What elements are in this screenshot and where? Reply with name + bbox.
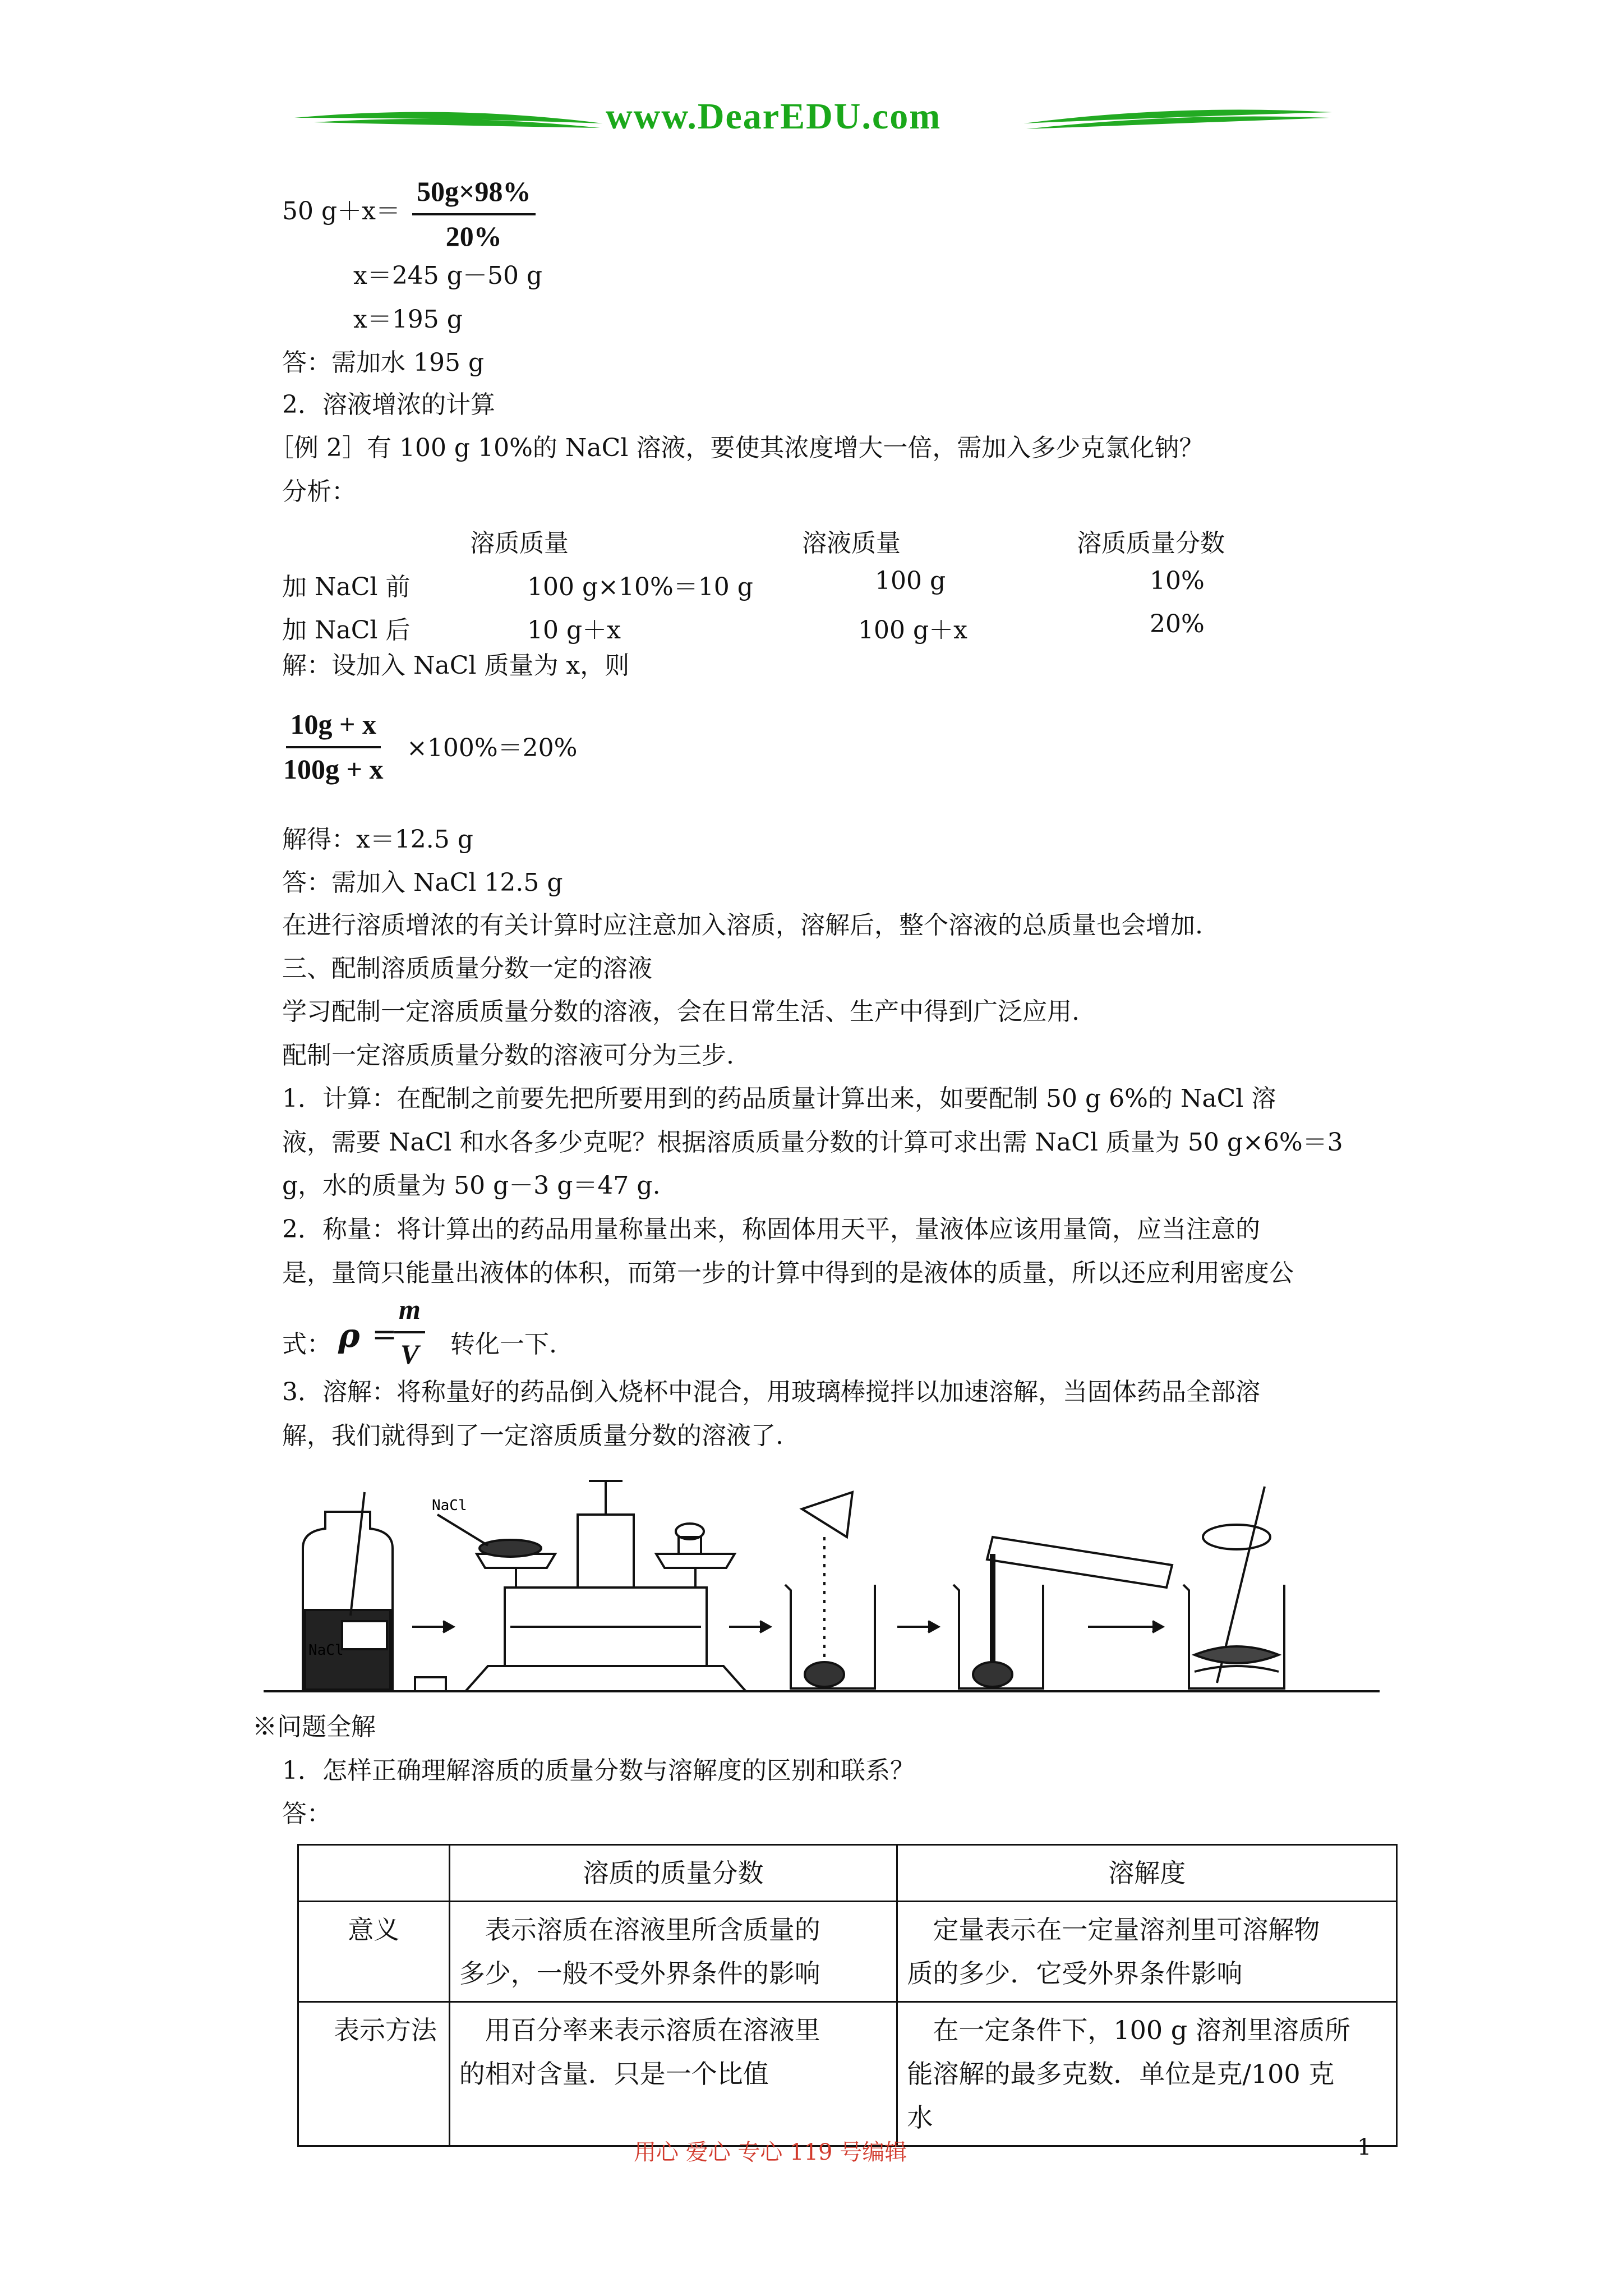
cell-meaning-fraction — [449, 1902, 897, 2002]
preparation-steps-figure — [264, 1470, 1385, 1728]
comparison-table — [297, 1844, 1398, 2147]
nacl-bottle — [303, 1492, 393, 1691]
formula-rho: ρ — [338, 1317, 360, 1355]
analysis-row-before-fraction: 10% — [1150, 567, 1205, 595]
beaker-2 — [953, 1537, 1172, 1688]
analysis-row-after-solution: 100 g＋x — [858, 616, 967, 645]
formula-fraction — [394, 1293, 425, 1370]
cell-line: 多少，一般不受外界条件的影响 — [459, 1958, 820, 1989]
nacl-pointer-label: NaCl — [432, 1497, 467, 1514]
table-header-solubility: 溶解度 — [897, 1845, 1397, 1902]
step2-line-1: 2．称量：将计算出的药品用量称量出来，称固体用天平，量液体应该用量筒，应当注意的 — [282, 1215, 1260, 1244]
analysis-header-solute: 溶质质量 — [470, 529, 569, 558]
cell-meaning-solubility — [897, 1902, 1397, 2002]
footer-text: 用心 爱心 专心 119 号编辑 — [634, 2139, 907, 2165]
formula-suffix: 转化一下. — [450, 1330, 557, 1359]
step3-line-1: 3．溶解：将称量好的药品倒入烧杯中混合，用玻璃棒搅拌以加速溶解，当固体药品全部溶 — [282, 1378, 1260, 1406]
analysis-row-after-label: 加 NaCl 后 — [282, 616, 411, 645]
cell-line: 用百分率来表示溶质在溶液里 — [485, 2015, 820, 2045]
cell-method-solubility — [897, 2002, 1397, 2146]
header-swoosh-right — [1021, 101, 1335, 140]
answer-2: 答：需加入 NaCl 12.5 g — [282, 868, 563, 897]
beaker-3 — [1183, 1487, 1284, 1688]
step1-line-2: 液，需要 NaCl 和水各多少克呢？根据溶质质量分数的计算可求出需 NaCl 质量为 50 g×6%＝3 — [282, 1128, 1343, 1157]
eq1-numerator: 50g×98% — [412, 175, 536, 215]
calc-step-1: x＝245 g－50 g — [353, 261, 543, 290]
calc-step-2: x＝195 g — [353, 305, 463, 334]
analysis-row-before-solute: 100 g×10%＝10 g — [527, 573, 753, 601]
cell-line: 在一定条件下，100 g 溶剂里溶质所 — [933, 2015, 1350, 2045]
eq2-numerator: 10g + x — [286, 708, 381, 748]
paragraph-1: 学习配制一定溶质质量分数的溶液，会在日常生活、生产中得到广泛应用. — [282, 997, 1080, 1026]
analysis-row-after-fraction: 20% — [1150, 610, 1205, 638]
qa-title: ※问题全解 — [252, 1713, 376, 1741]
analysis-row-before-label: 加 NaCl 前 — [282, 573, 411, 601]
eq2-denominator: 100g + x — [283, 753, 384, 785]
answer-1: 答：需加水 195 g — [282, 348, 485, 377]
table-row — [298, 2002, 1397, 2146]
example-2: ［例 2］有 100 g 10%的 NaCl 溶液，要使其浓度增大一倍，需加入多少克氯化钠？ — [269, 434, 1204, 462]
site-logo: www.DearEDU.com — [606, 96, 942, 137]
analysis-label: 分析： — [282, 477, 356, 506]
row-label-method: 表示方法 — [298, 2002, 450, 2146]
table-header-row — [298, 1845, 1397, 1902]
eq2-fraction — [283, 708, 384, 785]
formula-equals: = — [372, 1317, 398, 1352]
row-label-meaning: 意义 — [298, 1902, 450, 2002]
solved-value: 解得：x＝12.5 g — [282, 825, 473, 854]
formula-v: V — [400, 1338, 419, 1370]
table-row — [298, 1902, 1397, 2002]
cell-line: 的相对含量．只是一个比值 — [459, 2059, 769, 2089]
analysis-header-fraction: 溶质质量分数 — [1077, 529, 1225, 558]
analysis-row-before-solution: 100 g — [875, 567, 946, 595]
section-3-title: 三、配制溶质质量分数一定的溶液 — [282, 954, 652, 983]
analysis-row-after-solute: 10 g＋x — [527, 616, 621, 645]
solution-intro: 解：设加入 NaCl 质量为 x，则 — [282, 651, 630, 680]
step1-line-3: g，水的质量为 50 g－3 g＝47 g. — [282, 1171, 661, 1200]
bottle-label: NaCl — [308, 1642, 344, 1659]
step2-line-2: 是，量筒只能量出液体的体积，而第一步的计算中得到的是液体的质量，所以还应利用密度公 — [282, 1259, 1294, 1287]
header-swoosh-left — [292, 101, 606, 140]
cell-line: 定量表示在一定量溶剂里可溶解物 — [933, 1915, 1320, 1945]
step1-line-1: 1．计算：在配制之前要先把所要用到的药品质量计算出来，如要配制 50 g 6%的 NaCl 溶 — [282, 1084, 1276, 1113]
table-header-fraction: 溶质的质量分数 — [449, 1845, 897, 1902]
eq1-denominator: 20% — [445, 220, 502, 252]
page-number: 1 — [1357, 2134, 1372, 2160]
eq1-fraction — [412, 175, 536, 252]
question-1: 1．怎样正确理解溶质的质量分数与溶解度的区别和联系？ — [282, 1756, 915, 1785]
answer-label: 答： — [282, 1800, 331, 1828]
density-formula-line — [282, 1293, 787, 1372]
header-banner — [292, 95, 1335, 140]
beaker-1 — [785, 1492, 875, 1688]
cell-line: 表示溶质在溶液里所含质量的 — [485, 1915, 820, 1945]
analysis-header-solution: 溶液质量 — [802, 529, 901, 558]
cell-line: 质的多少．它受外界条件影响 — [907, 1958, 1243, 1989]
eq1-lhs: 50 g＋x＝ — [282, 197, 400, 226]
table-header-empty — [298, 1845, 450, 1902]
paragraph-2: 配制一定溶质质量分数的溶液可分为三步. — [282, 1041, 734, 1070]
formula-prefix: 式： — [282, 1330, 331, 1359]
step3-line-2: 解，我们就得到了一定溶质质量分数的溶液了. — [282, 1421, 783, 1450]
cell-line: 水 — [907, 2102, 933, 2133]
cell-line: 能溶解的最多克数．单位是克/100 克 — [907, 2059, 1335, 2089]
cell-method-fraction — [449, 2002, 897, 2146]
section-2-title: 2．溶液增浓的计算 — [282, 390, 495, 419]
eq2-rhs: ×100%＝20% — [407, 734, 578, 762]
formula-m: m — [394, 1293, 425, 1333]
note: 在进行溶质增浓的有关计算时应注意加入溶质，溶解后，整个溶液的总质量也会增加. — [282, 911, 1203, 940]
